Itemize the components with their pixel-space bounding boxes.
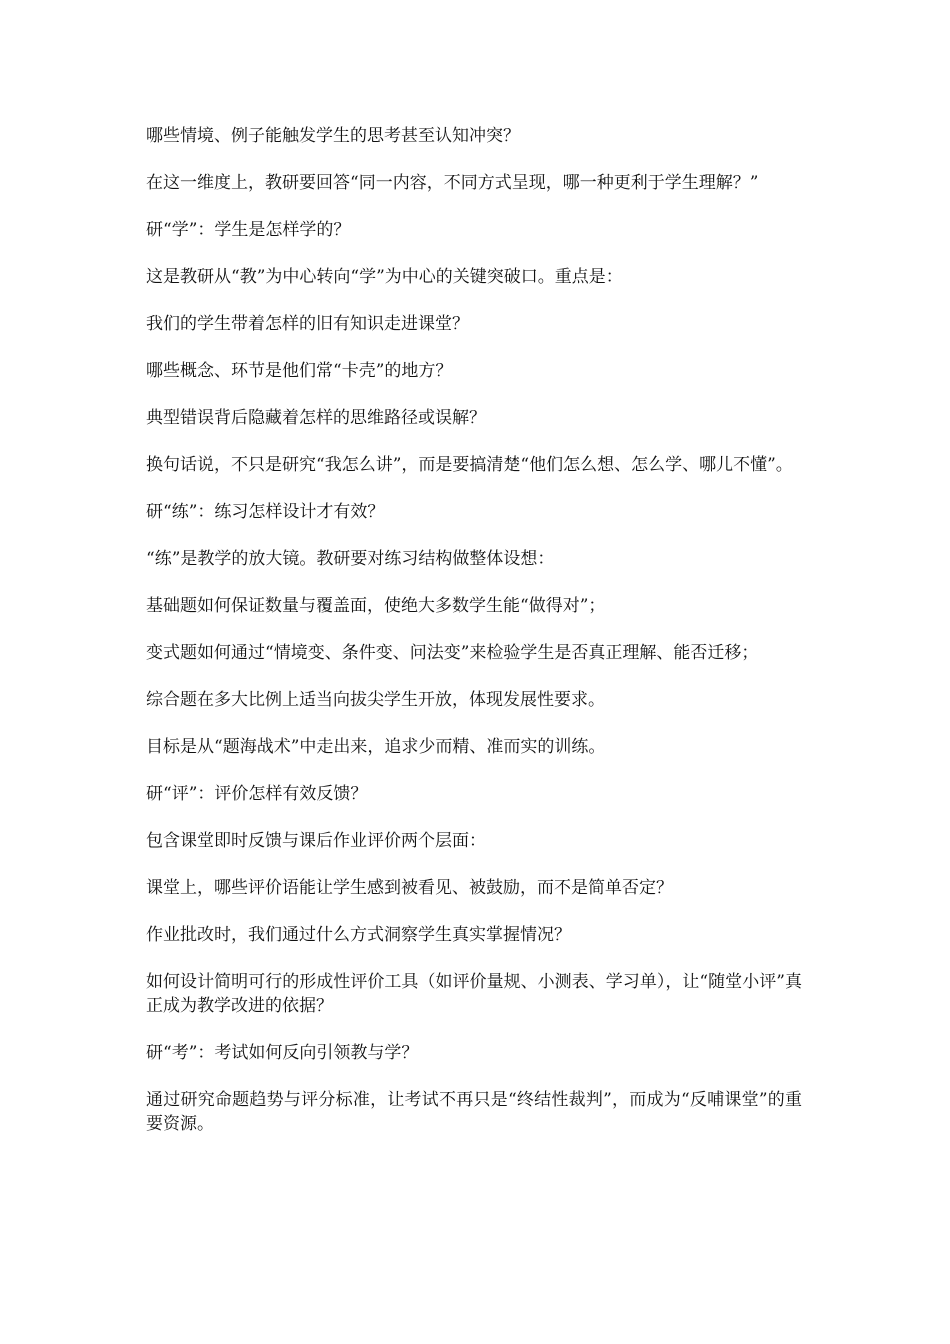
paragraph-practice-goal: 目标是从“题海战术”中走出来，追求少而精、准而实的训练。 [146,737,606,757]
section-heading-study-learning: 研“学”：学生是怎样学的？ [146,220,351,240]
paragraph-stuck-points: 哪些概念、环节是他们常“卡壳”的地方？ [146,361,453,381]
paragraph-typical-errors: 典型错误背后隐藏着怎样的思维路径或误解？ [146,408,486,428]
document-body [146,124,802,1159]
paragraph-practice-magnifier: “练”是教学的放大镜。教研要对练习结构做整体设想： [146,549,555,569]
paragraph-in-other-words: 换句话说，不只是研究“我怎么讲”，而是要搞清楚“他们怎么想、怎么学、哪儿不懂”。 [146,455,793,475]
paragraph-variant-questions: 变式题如何通过“情境变、条件变、问法变”来检验学生是否真正理解、能否迁移； [146,643,759,663]
paragraph-comprehensive-questions: 综合题在多大比例上适当向拔尖学生开放，体现发展性要求。 [146,690,605,710]
paragraph-formative-tools: 如何设计简明可行的形成性评价工具（如评价量规、小测表、学习单），让“随堂小评”真正成为教学改进的依据？ [146,972,802,1016]
paragraph-dimension-question: 在这一维度上，教研要回答“同一内容，不同方式呈现，哪一种更利于学生理解？” [146,173,759,193]
section-heading-study-exams: 研“考”：考试如何反向引领教与学？ [146,1043,419,1063]
paragraph-classroom-feedback: 课堂上，哪些评价语能让学生感到被看见、被鼓励，而不是简单否定？ [146,878,673,898]
paragraph-exam-resource: 通过研究命题趋势与评分标准，让考试不再只是“终结性裁判”，而成为“反哺课堂”的重要资源。 [146,1090,802,1134]
section-heading-study-practice: 研“练”：练习怎样设计才有效？ [146,502,385,522]
paragraph-basic-questions: 基础题如何保证数量与覆盖面，使绝大多数学生能“做得对”； [146,596,606,616]
paragraph-prior-knowledge: 我们的学生带着怎样的旧有知识走进课堂？ [146,314,469,334]
paragraph-question-situations: 哪些情境、例子能触发学生的思考甚至认知冲突？ [146,126,520,146]
section-heading-study-evaluation: 研“评”：评价怎样有效反馈？ [146,784,368,804]
paragraph-breakthrough: 这是教研从“教”为中心转向“学”为中心的关键突破口。重点是： [146,267,623,287]
paragraph-homework-grading: 作业批改时，我们通过什么方式洞察学生真实掌握情况？ [146,925,571,945]
paragraph-two-levels: 包含课堂即时反馈与课后作业评价两个层面： [146,831,486,851]
